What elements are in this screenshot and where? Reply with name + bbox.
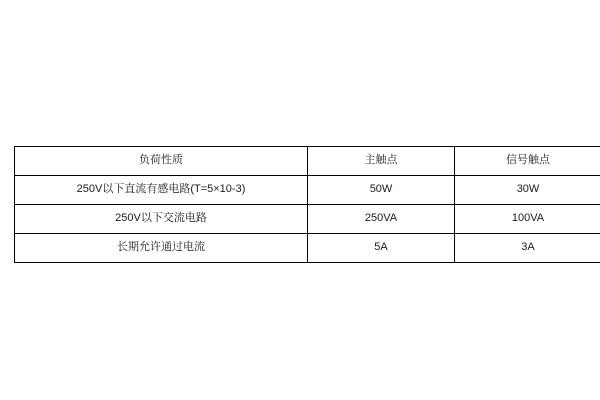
contact-ratings-table: [14, 146, 600, 263]
table-header-row: [15, 147, 600, 176]
cell-main-contact: 5A: [308, 234, 455, 263]
cell-load-type: 长期允许通过电流: [15, 234, 308, 263]
cell-load-type: 250V以下交流电路: [15, 205, 308, 234]
cell-load-type: 250V以下直流有感电路(T=5×10-3): [15, 176, 308, 205]
column-header-main-contact: 主触点: [308, 147, 455, 176]
table-row: [15, 205, 600, 234]
cell-signal-contact: 30W: [455, 176, 600, 205]
column-header-load-type: 负荷性质: [15, 147, 308, 176]
cell-main-contact: 250VA: [308, 205, 455, 234]
cell-signal-contact: 100VA: [455, 205, 600, 234]
cell-signal-contact: 3A: [455, 234, 600, 263]
cell-main-contact: 50W: [308, 176, 455, 205]
spec-table-container: [14, 146, 586, 263]
table-row: [15, 176, 600, 205]
column-header-signal-contact: 信号触点: [455, 147, 600, 176]
table-row: [15, 234, 600, 263]
